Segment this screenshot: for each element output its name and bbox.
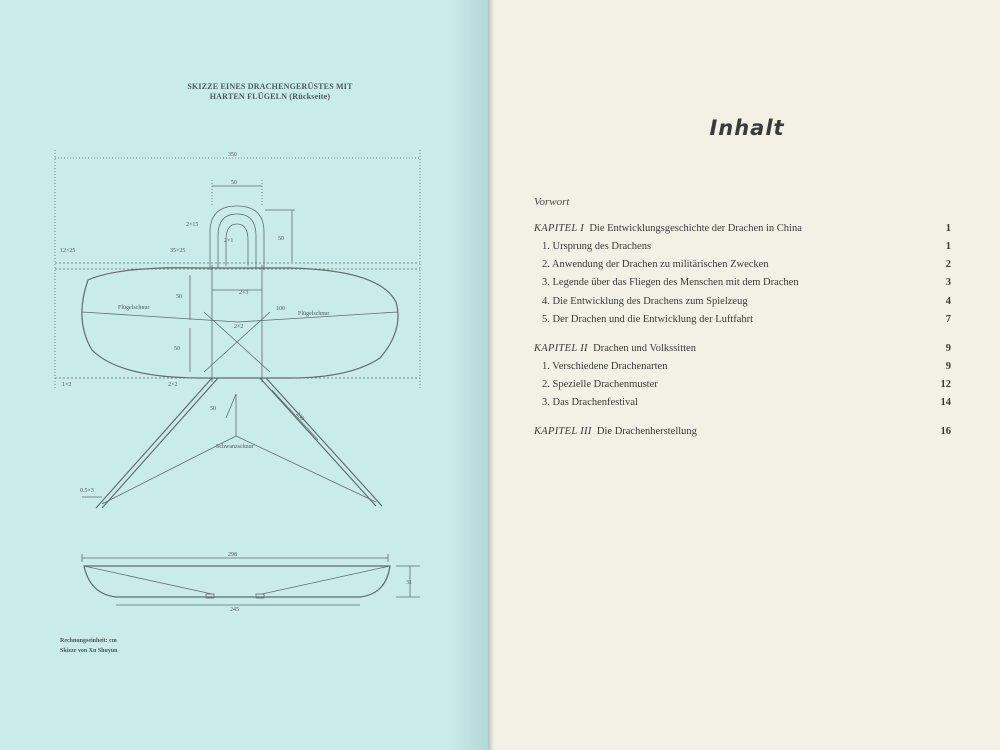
dim-top-label: 50 (231, 180, 237, 186)
chapter-prefix: KAPITEL I (534, 223, 585, 234)
chapter-title: Die Entwicklungsgeschichte der Drachen in China (589, 223, 802, 234)
sketch-title-line-1: SKIZZE EINES DRACHENGERÜSTES MIT (187, 82, 353, 91)
wing-string-right-label: Flügelschnur (298, 311, 330, 317)
dim-2x2-mid-label: 2×2 (234, 324, 244, 330)
right-page (494, 0, 1000, 750)
toc-item-label: 2. Spezielle Drachenmuster (542, 379, 658, 390)
toc-page-number: 1 (945, 223, 951, 234)
toc-page-number: 4 (945, 296, 951, 307)
chapter-title: Die Drachenherstellung (596, 426, 697, 437)
toc-page-number: 3 (945, 277, 951, 288)
toc-chapter-1 (534, 223, 951, 238)
dim-2x1-label: 2×1 (224, 238, 234, 244)
toc-item (534, 397, 951, 412)
dim-05x3-label: 0.5×3 (80, 488, 94, 494)
chapter-prefix: KAPITEL II (534, 343, 588, 354)
wing-string-left-label: Flügelschnur (118, 305, 150, 311)
toc-page-number: 1 (945, 241, 951, 252)
sketch-title-line-2: HARTEN FLÜGELN (Rückseite) (209, 92, 331, 101)
toc-item-label: 2. Anwendung der Drachen zu militärischen Zwecken (542, 259, 769, 270)
toc-item (534, 259, 951, 274)
toc-item-label: 5. Der Drachen und die Entwicklung der Luftfahrt (542, 314, 754, 325)
chapter-prefix: KAPITEL III (534, 426, 592, 437)
dim-245-label: 245 (230, 607, 239, 613)
toc-chapter-2 (534, 343, 951, 358)
toc-vorwort: Vorwort (534, 196, 570, 208)
toc-item-label: 1. Verschiedene Drachenarten (542, 361, 668, 372)
toc-chapter-3 (534, 426, 951, 441)
dim-100-label: 100 (276, 306, 285, 312)
toc-item-label: 3. Das Drachenfestival (542, 397, 638, 408)
credit-author: Skizze von Xu Shuyun (60, 648, 118, 654)
toc-page-number: 12 (940, 379, 951, 390)
toc-item (534, 379, 951, 394)
dim-31-label: 31 (406, 580, 412, 586)
toc-item (534, 361, 951, 376)
toc-item (534, 296, 951, 311)
dim-35x25-label: 35×25 (170, 248, 186, 254)
toc-page-number: 9 (945, 343, 951, 354)
toc-item (534, 314, 951, 329)
tail-string-label: Schwanzschnur (216, 444, 254, 450)
dim-50-left-a-label: 50 (176, 294, 182, 300)
chapter-title: Drachen und Volkssitten (593, 343, 696, 354)
dim-2x2-low-label: 2×2 (168, 382, 178, 388)
toc-item (534, 241, 951, 256)
dim-12x25-label: 12×25 (60, 248, 76, 254)
toc-page-number: 9 (945, 361, 951, 372)
dim-50-right-label: 50 (278, 236, 284, 242)
toc-page-number: 14 (940, 397, 951, 408)
dim-298-label: 298 (228, 552, 237, 558)
toc-page-number: 16 (940, 426, 951, 437)
credit-unit: Rechnungseinheit: cm (60, 638, 117, 644)
dim-230-label: 230 (294, 411, 305, 423)
toc-item-label: 1. Ursprung des Drachens (542, 241, 652, 252)
dim-width-label: 350 (228, 152, 237, 158)
left-page (0, 0, 490, 750)
dim-1x2-label: 1×2 (62, 382, 72, 388)
sketch-credits (60, 636, 118, 656)
toc-item (534, 277, 951, 292)
dim-2x15-label: 2×15 (186, 222, 199, 228)
dim-50-left-b-label: 50 (174, 346, 180, 352)
toc-item-label: 3. Legende über das Fliegen des Menschen mit dem Drachen (542, 277, 799, 288)
toc-page-number: 7 (945, 314, 951, 325)
dim-50-low-label: 50 (210, 406, 216, 412)
toc-title: Inhalt (709, 116, 785, 140)
toc-item-label: 4. Die Entwicklung des Drachens zum Spielzeug (542, 296, 748, 307)
toc-page-number: 2 (945, 259, 951, 270)
dim-2x3-label: 2×3 (239, 290, 249, 296)
